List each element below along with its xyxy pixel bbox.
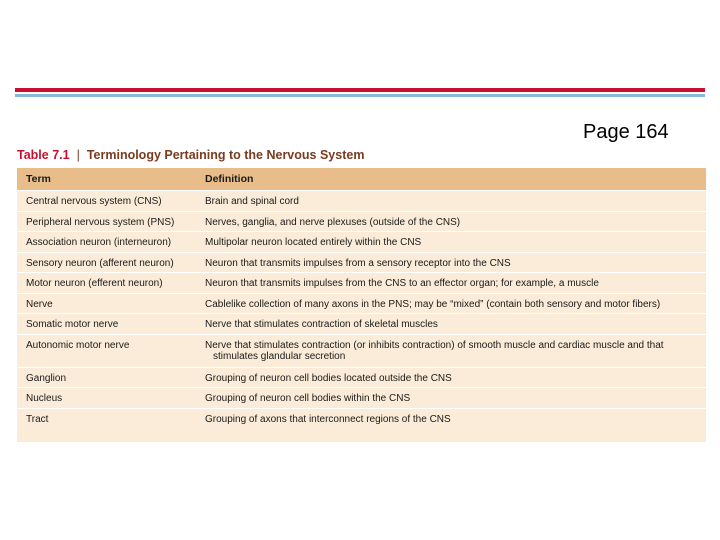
definition-line-continued: stimulates glandular secretion xyxy=(213,350,346,362)
definition-cell: Cablelike collection of many axons in the PNS; may be “mixed” (contain both sensory and motor fibers) xyxy=(196,293,706,314)
definition-line: Nerve that stimulates contraction (or inhibits contraction) of smooth muscle and cardiac muscle and that xyxy=(205,339,664,351)
table-title: Terminology Pertaining to the Nervous System xyxy=(86,148,365,162)
term-cell: Peripheral nervous system (PNS) xyxy=(17,211,196,232)
page-number: Page 164 xyxy=(583,121,669,143)
table-row xyxy=(17,388,706,409)
term-cell: Nucleus xyxy=(17,388,196,409)
definition-cell: Grouping of axons that interconnect regions of the CNS xyxy=(196,408,706,429)
definition-cell: Nerves, ganglia, and nerve plexuses (outside of the CNS) xyxy=(196,211,706,232)
term-cell: Central nervous system (CNS) xyxy=(17,191,196,212)
terminology-table xyxy=(17,168,706,442)
definition-cell xyxy=(196,334,706,367)
definition-cell: Neuron that transmits impulses from the CNS to an effector organ; for example, a muscle xyxy=(196,273,706,294)
table-row xyxy=(17,273,706,294)
table-row xyxy=(17,191,706,212)
header-term: Term xyxy=(17,168,196,191)
table-row xyxy=(17,232,706,253)
term-cell: Association neuron (interneuron) xyxy=(17,232,196,253)
header-definition: Definition xyxy=(196,168,706,191)
definition-cell: Brain and spinal cord xyxy=(196,191,706,212)
term-cell: Ganglion xyxy=(17,367,196,388)
table-row xyxy=(17,408,706,429)
term-cell: Nerve xyxy=(17,293,196,314)
table-row xyxy=(17,293,706,314)
table-row xyxy=(17,314,706,335)
header-rule-blue xyxy=(15,94,705,97)
table-label: Table 7.1 xyxy=(17,148,70,162)
term-cell: Somatic motor nerve xyxy=(17,314,196,335)
caption-separator: | xyxy=(76,148,80,162)
definition-cell: Nerve that stimulates contraction of skeletal muscles xyxy=(196,314,706,335)
term-cell: Motor neuron (efferent neuron) xyxy=(17,273,196,294)
definition-cell: Multipolar neuron located entirely within the CNS xyxy=(196,232,706,253)
term-cell: Tract xyxy=(17,408,196,429)
definition-cell: Grouping of neuron cell bodies within the CNS xyxy=(196,388,706,409)
table-row xyxy=(17,367,706,388)
table-row xyxy=(17,334,706,367)
table-row xyxy=(17,211,706,232)
header-rule-red xyxy=(15,88,705,92)
table-caption xyxy=(17,148,364,162)
definition-cell: Grouping of neuron cell bodies located outside the CNS xyxy=(196,367,706,388)
term-cell: Autonomic motor nerve xyxy=(17,334,196,367)
definition-cell: Neuron that transmits impulses from a sensory receptor into the CNS xyxy=(196,252,706,273)
table-header-row xyxy=(17,168,706,191)
term-cell: Sensory neuron (afferent neuron) xyxy=(17,252,196,273)
table-row xyxy=(17,252,706,273)
